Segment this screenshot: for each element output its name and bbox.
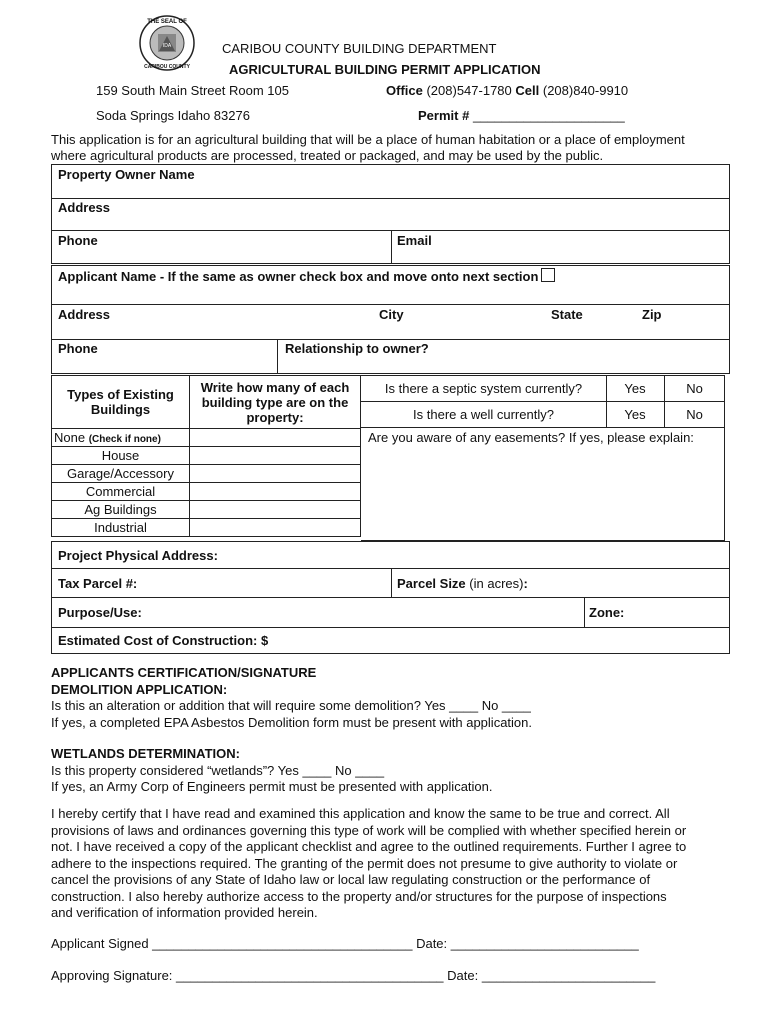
demolition-note: If yes, a completed EPA Asbestos Demolition form must be present with application. [51,714,532,730]
intro-text [51,132,731,164]
project-address-field[interactable]: Project Physical Address: [58,548,218,563]
count-industrial-input[interactable] [190,519,361,537]
easement-question[interactable]: Are you aware of any easements? If yes, please explain: [368,430,694,445]
count-header: Write how many of each building type are on the property: [190,376,361,429]
owner-email-field[interactable]: Email [397,233,432,248]
seal-bottom-text: CARIBOU COUNTY [144,64,190,70]
cert-line-2: provisions of laws and ordinances governing this type of work will be complied with whether specified herein or [51,822,687,838]
cert-line-5: cancel the provisions of any State of Idaho law or local law regulating construction or the performance of [51,872,651,887]
intro-line-1: This application is for an agricultural building that will be a place of human habitation or a place of employment [51,132,685,147]
applicant-address-field[interactable]: Address [58,307,111,322]
cell-phone: (208)840-9910 [542,83,629,98]
wetlands-question[interactable]: Is this property considered “wetlands”? Yes ____ No ____ [51,762,385,778]
septic-yes-option[interactable]: Yes [624,381,646,396]
seal-top-text: THE SEAL OF [147,19,187,25]
count-none-input[interactable] [190,429,361,447]
applicant-city-field[interactable]: City [379,307,404,322]
parcel-size-unit: (in acres) [469,576,524,591]
wetlands-section [51,746,731,796]
demolition-question[interactable]: Is this an alteration or addition that will require some demolition? Yes ____ No ____ [51,698,531,713]
certification-heading: APPLICANTS CERTIFICATION/SIGNATURE [51,665,317,680]
demolition-heading: DEMOLITION APPLICATION: [51,681,228,697]
applicant-phone-field[interactable]: Phone [58,341,98,356]
cert-line-7: and verification of information provided herein. [51,905,318,920]
type-ag-buildings: Ag Buildings [52,501,190,519]
parcel-size-label: Parcel Size [397,576,466,591]
certification-statement [51,806,731,922]
applicant-signature-line[interactable]: Applicant Signed ____________________________________ Date: __________________________ [51,936,639,951]
applicant-zip-field[interactable]: Zip [642,307,662,322]
relationship-field[interactable]: Relationship to owner? [285,341,429,356]
permit-blank: _____________________ [472,108,625,123]
office-phone: (208)547-1780 [426,83,512,98]
owner-name-field[interactable]: Property Owner Name [58,167,195,182]
parcel-size-field[interactable] [397,576,528,591]
purpose-field[interactable]: Purpose/Use: [58,605,142,620]
well-no-option[interactable]: No [686,407,703,422]
none-label: None [54,430,86,445]
cert-line-3: not. I have received a copy of the applicant checklist and agree to the outlined requirements. Further I agree to [51,839,687,854]
cert-line-1: I hereby certify that I have read and examined this application and know the same to be true and correct. All [51,806,670,821]
cert-line-4: adhere to the inspections required. The granting of the permit does not presume to give authority to violate or [51,855,678,871]
septic-no-option[interactable]: No [686,381,703,396]
type-garage: Garage/Accessory [52,465,190,483]
permit-label: Permit # [418,108,470,123]
address-line1: 159 South Main Street Room 105 [96,83,289,98]
owner-phone-field[interactable]: Phone [58,233,98,248]
same-as-owner-checkbox[interactable] [541,268,555,282]
wetlands-note: If yes, an Army Corp of Engineers permit must be presented with application. [51,779,493,794]
count-commercial-input[interactable] [190,483,361,501]
approving-signature-line[interactable]: Approving Signature: _____________________________________ Date: ________________________ [51,968,656,983]
seal-center-text: IDA [162,43,172,49]
zone-field[interactable]: Zone: [589,605,625,620]
well-yes-option[interactable]: Yes [624,407,646,422]
tax-parcel-field[interactable]: Tax Parcel #: [58,576,138,591]
permit-number [418,108,625,123]
type-commercial: Commercial [52,483,190,501]
count-ag-input[interactable] [190,501,361,519]
types-header: Types of Existing Buildings [52,376,190,429]
address-line2: Soda Springs Idaho 83276 [96,108,250,123]
contact-phones [386,83,628,98]
type-none [52,429,190,447]
intro-line-2: where agricultural products are processed, treated or packaged, and may be used by the public. [51,148,604,163]
applicant-name-label: Applicant Name - If the same as owner check box and move onto next section [58,269,539,284]
owner-address-field[interactable]: Address [58,200,111,215]
estimated-cost-field[interactable]: Estimated Cost of Construction: $ [58,633,269,648]
applicant-name-field[interactable] [58,268,555,284]
count-house-input[interactable] [190,447,361,465]
department-name: CARIBOU COUNTY BUILDING DEPARTMENT [222,41,497,56]
none-note: (Check if none) [88,434,161,445]
wetlands-heading: WETLANDS DETERMINATION: [51,746,240,761]
cell-label: Cell [515,83,540,98]
well-question: Is there a well currently? [413,407,554,422]
type-industrial: Industrial [52,519,190,537]
office-label: Office [386,83,423,98]
type-house: House [52,447,190,465]
parcel-size-colon: : [523,576,528,591]
county-seal-icon [138,14,196,72]
existing-buildings-table [51,375,361,537]
form-title: AGRICULTURAL BUILDING PERMIT APPLICATION [229,62,541,77]
cert-line-6: construction. I also hereby authorize access to the property and/or structures for the purpose of inspections [51,888,667,904]
count-garage-input[interactable] [190,465,361,483]
certification-section [51,665,731,731]
applicant-state-field[interactable]: State [551,307,583,322]
utilities-section [361,375,725,541]
septic-question: Is there a septic system currently? [384,381,583,396]
